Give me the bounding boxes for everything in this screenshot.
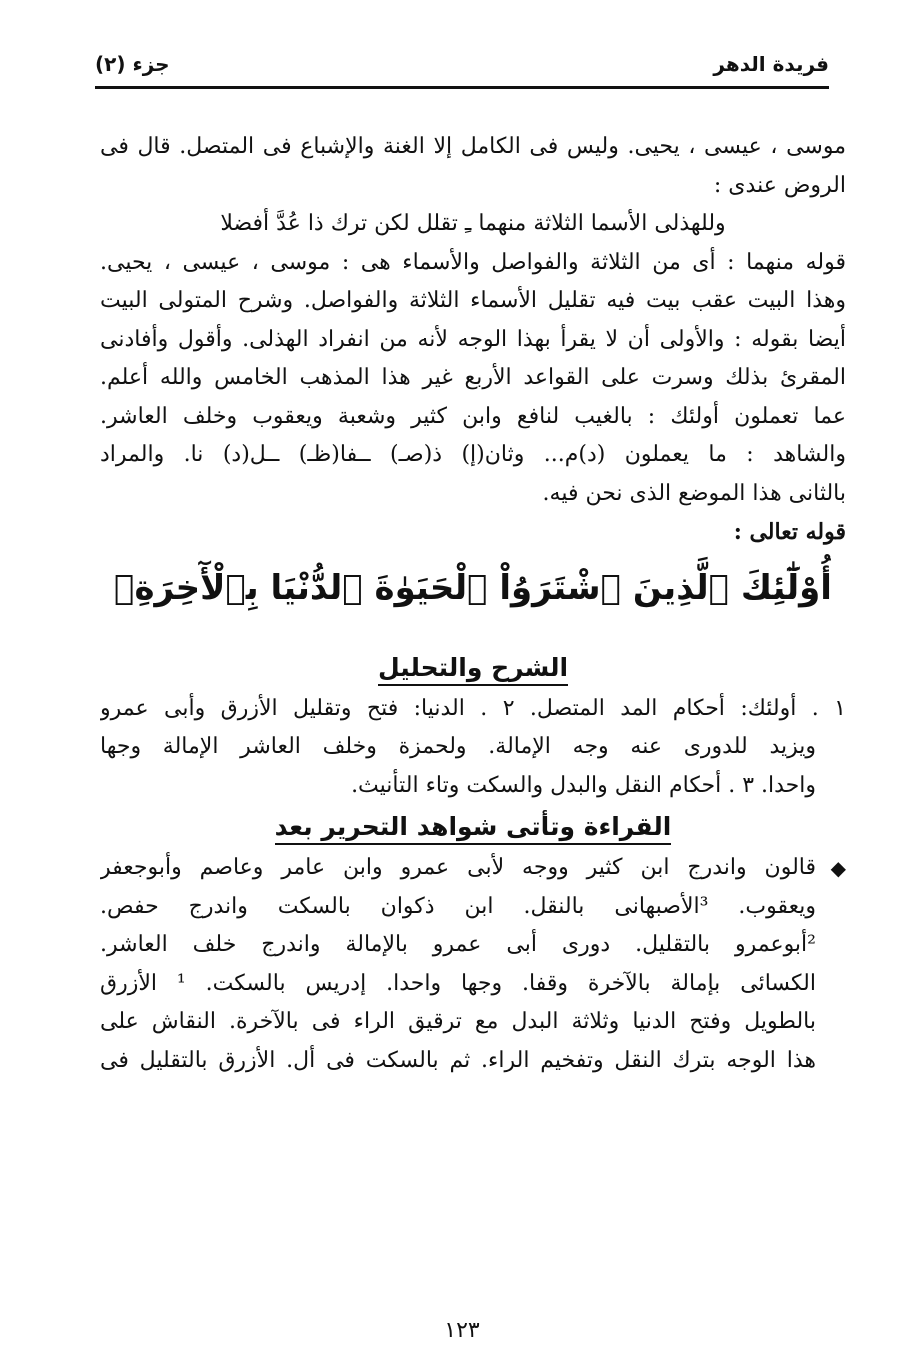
text-line: عما تعملون أولئك : بالغيب لنافع وابن كثير وشعبة ويعقوب وخلف العاشر. [100, 403, 846, 429]
part-label: جزء (٢) [95, 52, 170, 76]
poem-line: وللهذلى الأسما الثلاثة منهما ـِ تقلل لكن ترك ذا عُدَّ أفضلا [220, 211, 726, 236]
list-item: ويزيد للدورى عنه وجه الإمالة. ولحمزة وخلف العاشر الإمالة وجها [100, 734, 816, 759]
text-line: المقرئ بذلك وسرت على القواعد الأربع غير هذا المذهب الخامس والله أعلم. [100, 365, 846, 390]
text-line: أيضا بقوله : والأولى أن لا يقرأ بهذا الوجه لأنه من انفراد الهذلى. وأقول وأفادنى [100, 326, 846, 352]
section-heading-text: الشرح والتحليل [378, 653, 568, 686]
text-line: بالثانى هذا الموضع الذى نحن فيه. [542, 480, 846, 506]
text-line: بالطويل وفتح الدنيا وثلاثة البدل مع ترقيق الراء فى بالآخرة. النقاش على [100, 1009, 816, 1034]
text-line: قالون واندرج ابن كثير ووجه لأبى عمرو وابن عامر وعاصم وأبوجعفر [100, 855, 816, 880]
section-heading-text: القراءة وتأتى شواهد التحرير بعد [275, 812, 672, 845]
text-line: والشاهد : ما يعملون (د)م... وثان(إ) ذ(صـ) ــفا(ظـ) ــل(د) نا. والمراد [100, 442, 846, 467]
list-item: ١ . أولئك: أحكام المد المتصل. ٢ . الدنيا: فتح وتقليل الأزرق وأبى عمرو [100, 695, 846, 721]
text-line: الكسائى بإمالة بالآخرة وقفا. وجها واحدا. إدريس بالسكت. ¹ الأزرق [100, 970, 816, 996]
text-line: الروض عندى : [713, 172, 846, 198]
bullet-paragraph [100, 849, 846, 1080]
section-heading-explanation [100, 646, 846, 690]
header-divider [95, 86, 829, 89]
quote-intro: قوله تعالى : [733, 519, 846, 545]
paragraph-2 [100, 244, 846, 514]
text-line: قوله منهما : أى من الثلاثة والفواصل والأسماء هى : موسى ، عيسى ، يحيى. [100, 249, 846, 275]
text-line: ويعقوب. ³الأصبهانى بالنقل. ابن ذكوان بالسكت واندرج حفص. [100, 893, 816, 919]
page-body [100, 128, 846, 1080]
page-number: ١٢٣ [444, 1318, 480, 1343]
diamond-bullet-icon: ◆ [830, 856, 846, 880]
quran-verse: أُوْلَٰٓئِكَ ٱلَّذِينَ ٱشْتَرَوُاْ ٱلْحَيَوٰةَ ٱلدُّنْيَا بِٱلْأٓخِرَةِۖ [114, 567, 832, 608]
text-line: موسى ، عيسى ، يحيى. وليس فى الكامل إلا الغنة والإشباع فى المتصل. قال فى [100, 134, 846, 159]
book-title: فريدة الدهر [713, 52, 829, 76]
numbered-list [100, 690, 846, 806]
section-heading-reading [100, 805, 846, 849]
bullet-line-first [100, 849, 846, 888]
paragraph-1 [100, 128, 846, 205]
text-line: هذا الوجه بترك النقل وتفخيم الراء. ثم بالسكت فى أل. الأزرق بالتقليل فى [100, 1047, 816, 1073]
list-item: واحدا. ٣ . أحكام النقل والبدل والسكت وتاء التأنيث. [351, 772, 816, 798]
running-header [95, 48, 829, 82]
text-line: وهذا البيت عقب بيت فيه تقليل الأسماء الثلاثة والفواصل. وشرح المتولى البيت [100, 288, 846, 313]
text-line: ²أبوعمرو بالتقليل. دورى أبى عمرو بالإمالة واندرج خلف العاشر. [100, 932, 816, 957]
